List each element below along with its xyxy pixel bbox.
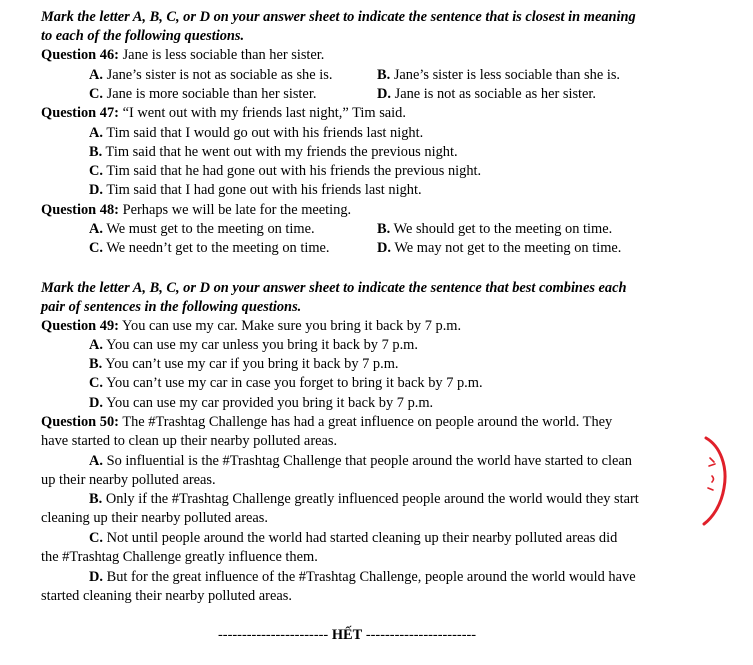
option-48-b: B. We should get to the meeting on time. [377,221,613,237]
question-stem-line2: have started to clean up their nearby polluted areas. [41,433,338,449]
question-stem: Perhaps we will be late for the meeting. [122,202,352,218]
option-47-c: C. Tim said that he had gone out with his friends the previous night. [89,163,482,179]
option-49-b: B. You can’t use my car if you bring it back by 7 p.m. [89,356,399,372]
question-49 [41,317,461,336]
option-50-b: B. Only if the #Trashtag Challenge greatly influenced people around the world would they start [89,491,639,507]
section2-instruction-line2: pair of sentences in the following questions. [41,299,302,315]
section2-instruction-line1: Mark the letter A, B, C, or D on your answer sheet to indicate the sentence that best combines each [41,280,627,296]
option-50-a: A. So influential is the #Trashtag Challenge that people around the world have started to clean [89,453,633,469]
section1-instruction-line1: Mark the letter A, B, C, or D on your answer sheet to indicate the sentence that is closest in meaning [41,9,636,25]
question-stem: “I went out with my friends last night,” Tim said. [122,105,406,121]
option-48-c: C. We needn’t get to the meeting on time. [89,240,330,256]
question-stem: You can use my car. Make sure you bring it back by 7 p.m. [122,318,462,334]
question-stem-line1: The #Trashtag Challenge has had a great influence on people around the world. They [122,414,613,430]
question-label: Question 49: [41,318,119,334]
option-46-a: A. Jane’s sister is not as sociable as she is. [89,67,333,83]
option-48-d: D. We may not get to the meeting on time. [377,240,622,256]
option-47-b: B. Tim said that he went out with my friends the previous night. [89,144,458,160]
option-50-a-cont: up their nearby polluted areas. [41,472,216,488]
option-50-c: C. Not until people around the world had started cleaning up their nearby polluted areas did [89,530,618,546]
question-47 [41,104,406,123]
question-label: Question 48: [41,202,119,218]
option-46-b: B. Jane’s sister is less sociable than she is. [377,67,621,83]
option-47-a: A. Tim said that I would go out with his friends last night. [89,125,424,141]
option-49-d: D. You can use my car provided you bring it back by 7 p.m. [89,395,434,411]
option-50-b-cont: cleaning up their nearby polluted areas. [41,510,268,526]
footer-dashes-right: ----------------------- [365,627,477,643]
option-46-c: C. Jane is more sociable than her sister. [89,86,317,102]
question-label: Question 50: [41,414,119,430]
option-50-c-cont: the #Trashtag Challenge greatly influence them. [41,549,318,565]
red-stamp-mark [700,436,730,526]
footer-dashes-left: ----------------------- [218,627,329,643]
question-label: Question 46: [41,47,119,63]
option-48-a: A. We must get to the meeting on time. [89,221,315,237]
question-stem: Jane is less sociable than her sister. [122,47,325,63]
option-50-d-cont: started cleaning their nearby polluted areas. [41,588,292,604]
footer-word: HẾT [331,627,363,643]
question-50 [41,413,689,432]
option-47-d: D. Tim said that I had gone out with his friends last night. [89,182,422,198]
question-label: Question 47: [41,105,119,121]
question-46 [41,46,324,65]
option-49-c: C. You can’t use my car in case you forget to bring it back by 7 p.m. [89,375,483,391]
section1-instruction-line2: to each of the following questions. [41,28,245,44]
footer-end-marker [218,626,476,645]
question-48 [41,201,351,220]
option-50-d: D. But for the great influence of the #Trashtag Challenge, people around the world would have [89,569,636,585]
option-46-d: D. Jane is not as sociable as her sister. [377,86,597,102]
option-49-a: A. You can use my car unless you bring it back by 7 p.m. [89,337,418,353]
